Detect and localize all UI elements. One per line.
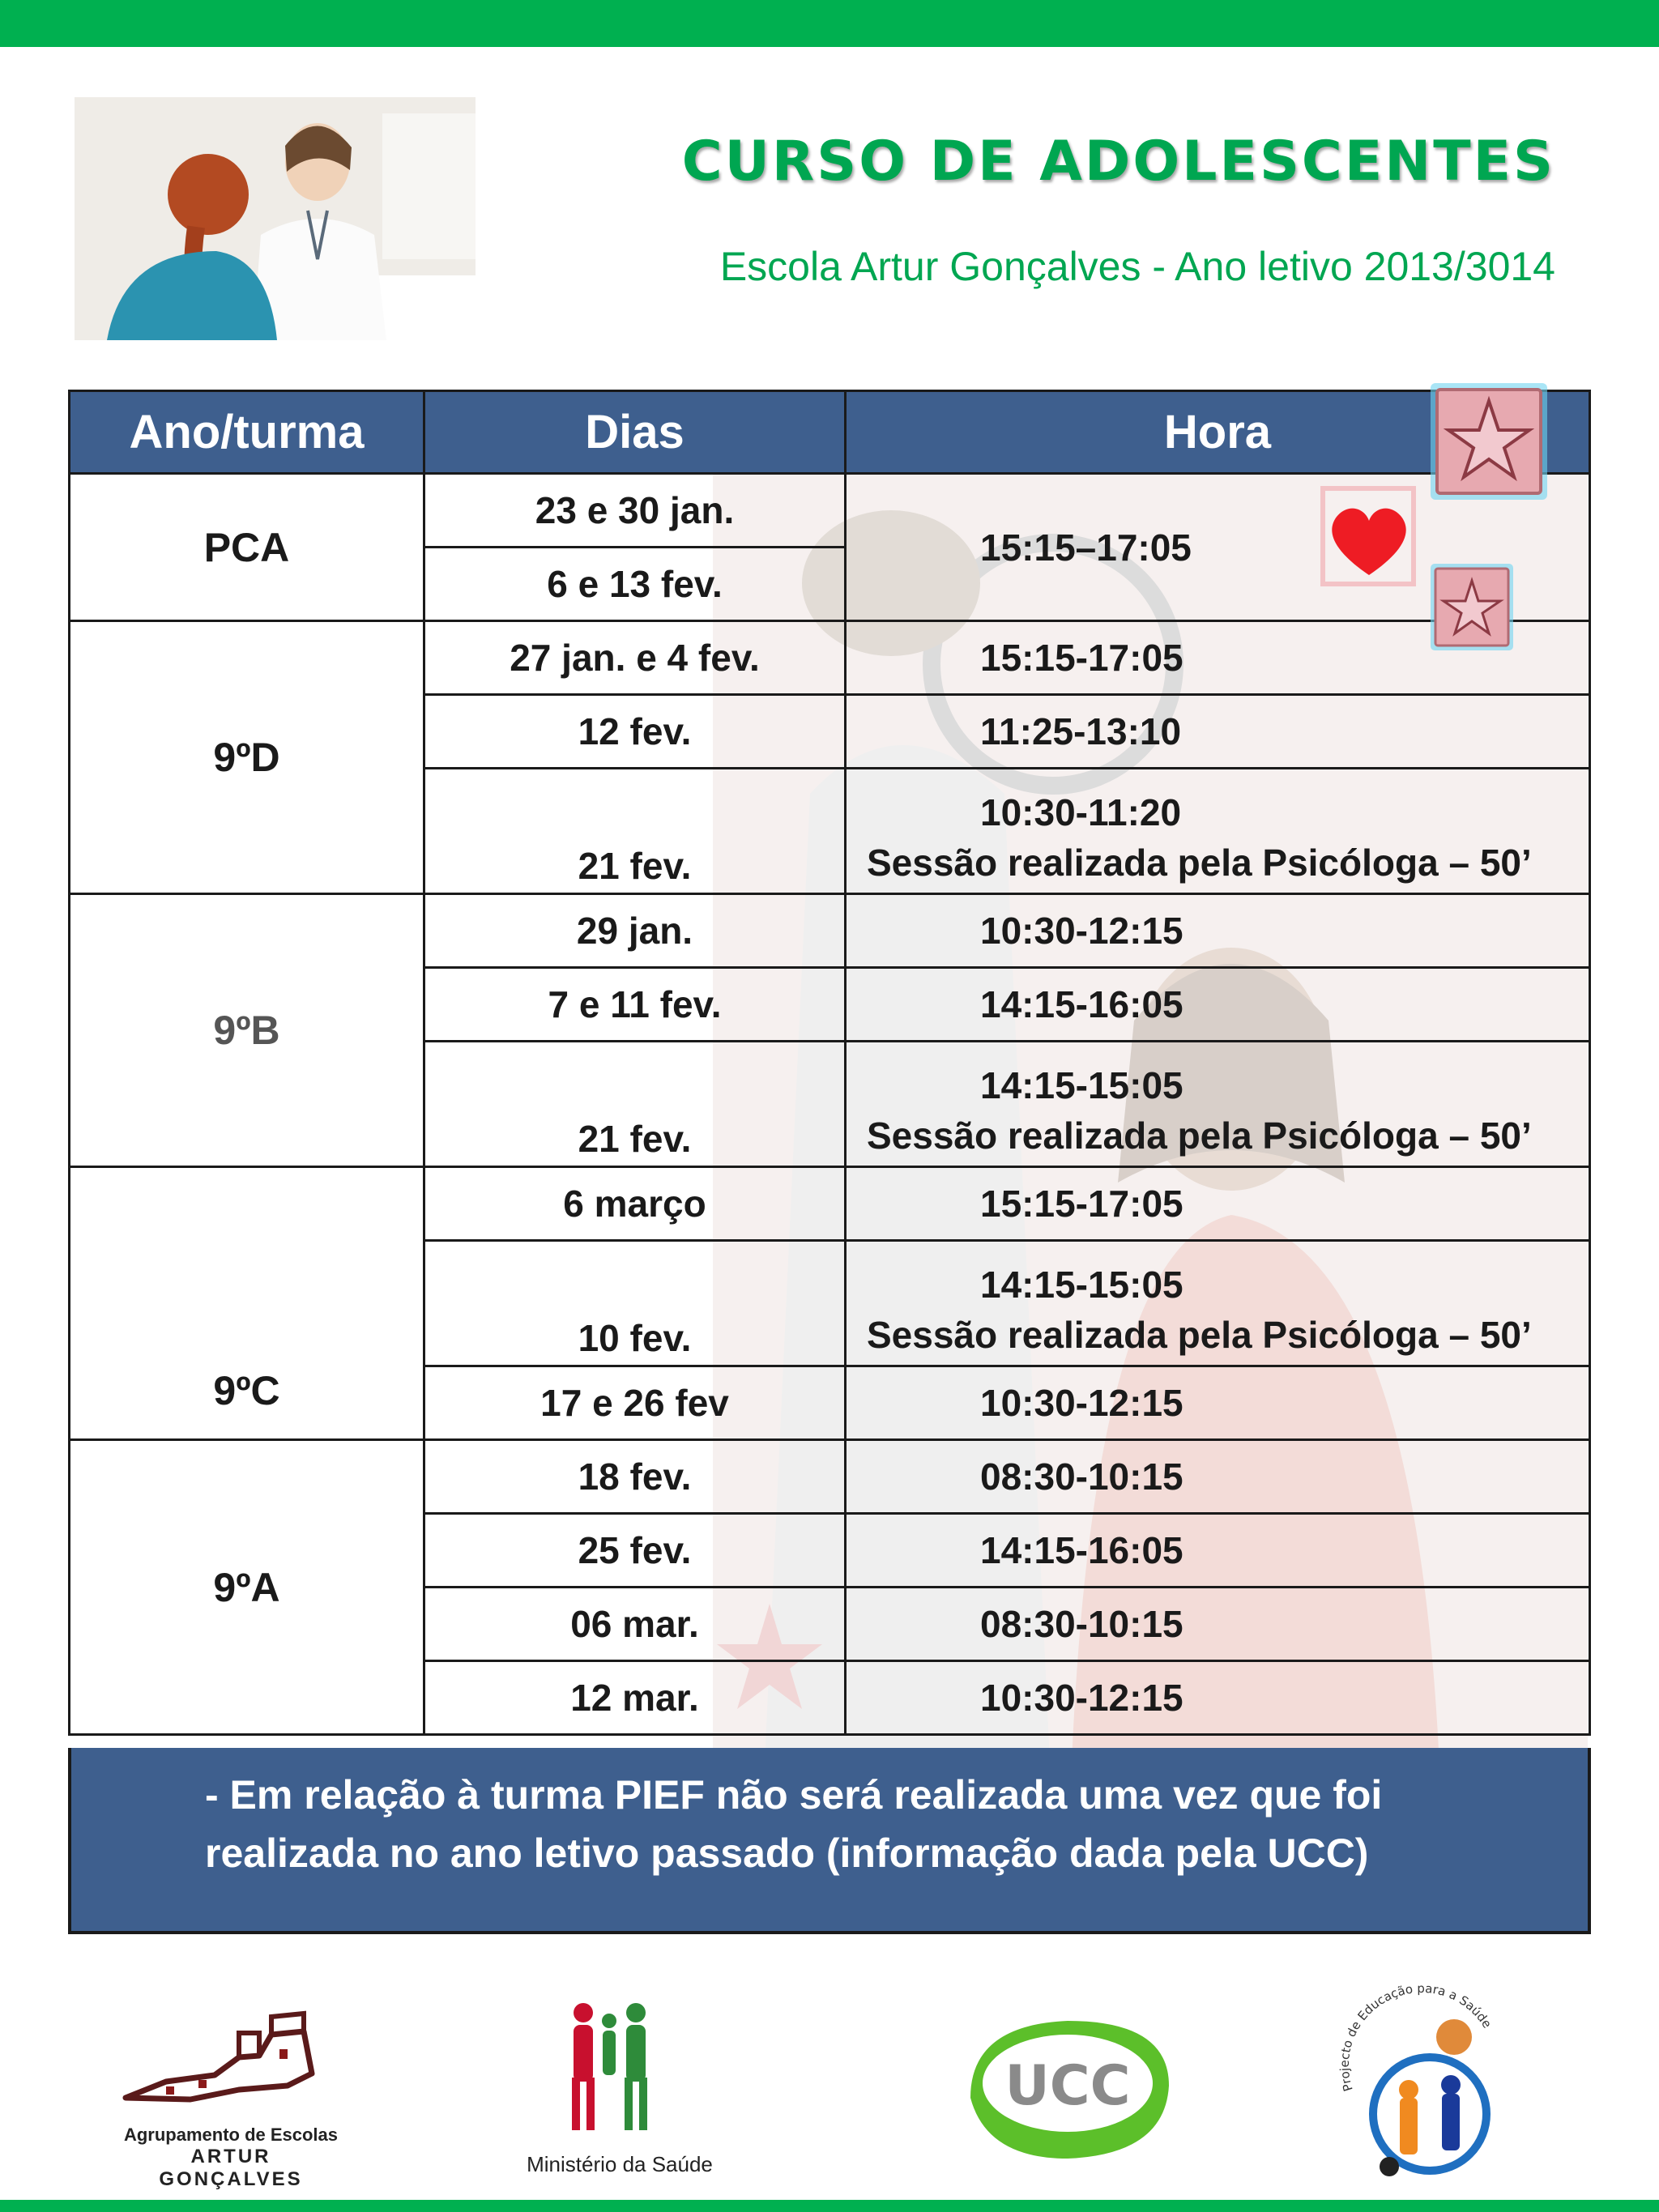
table-row [70,1167,1590,1241]
turma-cell: 9ºA [70,1440,424,1735]
small-star-badge-icon [1427,560,1516,658]
hora-cell: 10:30-12:15 [846,1366,1590,1440]
header-photo-doctor-patient [75,97,476,340]
page-title: CURSO DE ADOLESCENTES [681,130,1555,194]
projecto-label: Projecto de Educação para a Saúde [1337,1980,1495,2094]
hora-cell: 08:30-10:15 [846,1588,1590,1661]
table-row [70,894,1590,968]
dias-cell: 21 fev. [424,769,846,894]
turma-cell: PCA [70,474,424,621]
table-row [70,1440,1590,1514]
ucc-logo [954,2001,1181,2171]
hora-cell: 08:30-10:15 [846,1440,1590,1514]
dias-cell: 6 março [424,1167,846,1241]
hora-cell: 15:15-17:05 [846,621,1590,695]
dias-cell: 06 mar. [424,1588,846,1661]
dias-cell: 17 e 26 fev [424,1366,846,1440]
dias-cell: 10 fev. [424,1241,846,1366]
turma-cell: 9ºD [70,621,424,894]
session-note: Sessão realizada pela Psicóloga – 50’ [867,1314,1532,1356]
hora-cell [846,1241,1590,1366]
table-row [70,621,1590,695]
dias-cell: 7 e 11 fev. [424,968,846,1042]
star-badge-icon [1424,377,1554,510]
hora-cell: 15:15–17:05 [846,474,1590,621]
hora-cell: 10:30-12:15 [846,1661,1590,1735]
hora-cell: 14:15-16:05 [846,968,1590,1042]
session-note: Sessão realizada pela Psicóloga – 50’ [867,1115,1532,1157]
dias-cell: 23 e 30 jan. [424,474,846,548]
hora-time: 10:30-11:20 [980,791,1182,833]
column-header-turma: Ano/turma [70,391,424,474]
agrupamento-logo [117,2009,344,2190]
ucc-text: UCC [1004,2054,1131,2118]
column-header-dias: Dias [424,391,846,474]
dias-cell: 12 fev. [424,695,846,769]
projecto-educacao-saude-logo [1328,1976,1523,2187]
pief-note-box [68,1748,1591,1934]
hora-cell: 10:30-12:15 [846,894,1590,968]
turma-cell: 9ºB [70,894,424,1167]
session-note: Sessão realizada pela Psicóloga – 50’ [867,842,1532,884]
dias-cell: 29 jan. [424,894,846,968]
hora-cell [846,1042,1590,1167]
hora-cell: 14:15-16:05 [846,1514,1590,1588]
hora-time: 14:15-15:05 [980,1264,1183,1306]
turma-cell: 9ºC [70,1167,424,1440]
castle-icon [117,2009,344,2114]
note-line-1: - Em relação à turma PIEF não será realizada uma vez que foi [205,1772,1383,1818]
note-line-2: realizada no ano letivo passado (informação dada pela UCC) [205,1831,1369,1876]
top-green-bar [0,0,1659,47]
dias-cell: 6 e 13 fev. [424,548,846,621]
agrupamento-line2: ARTUR GONÇALVES [159,2146,303,2190]
page-subtitle: Escola Artur Gonçalves - Ano letivo 2013/3014 [719,244,1555,289]
dias-cell: 18 fev. [424,1440,846,1514]
hora-cell: 11:25-13:10 [846,695,1590,769]
dias-cell: 27 jan. e 4 fev. [424,621,846,695]
ministerio-saude-logo [518,1993,721,2179]
hora-time: 14:15-15:05 [980,1064,1183,1106]
column-header-hora: Hora [846,391,1590,474]
bottom-green-bar [0,2200,1659,2212]
dias-cell: 12 mar. [424,1661,846,1735]
dias-cell: 25 fev. [424,1514,846,1588]
dias-cell: 21 fev. [424,1042,846,1167]
figures-icon [518,1993,721,2138]
hora-cell [846,769,1590,894]
hora-cell: 15:15-17:05 [846,1167,1590,1241]
heart-icon [1320,484,1418,594]
ministerio-label: Ministério da Saúde [527,2152,713,2176]
agrupamento-line1: Agrupamento de Escolas [123,2125,339,2145]
